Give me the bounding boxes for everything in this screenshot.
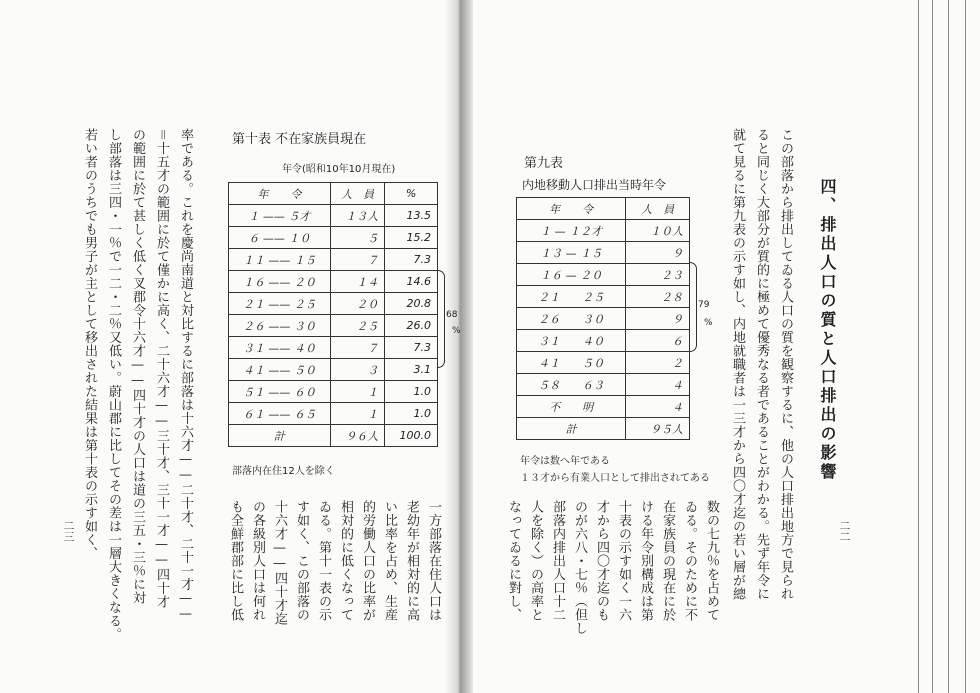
right-body-top-line-2: ると同じく大部分が質的に極めて優秀なる者であることがわかる。先ず年令に — [754, 128, 769, 601]
right-body-bottom-line-8: 部落内排出人口十二 — [550, 500, 565, 622]
table10-subtitle: 年令(昭和10年10月現在) — [282, 164, 396, 175]
left-body-bottom-line-1: 一方部落在住人口は — [426, 500, 441, 622]
table-cell: ９６人 — [330, 425, 384, 447]
table-header-cell: 年 令 — [229, 183, 331, 205]
table-cell: 計 — [229, 425, 331, 447]
table-cell: 7.3 — [385, 249, 438, 271]
table-cell: １６ — ２０ — [517, 264, 626, 286]
table-row — [229, 205, 438, 227]
left-body-bottom-line-7: す如く、この部落の — [294, 500, 309, 622]
table-cell: 不 明 — [517, 396, 626, 418]
table-cell: 100.0 — [385, 425, 438, 447]
table-header-cell: 年 令 — [517, 198, 626, 220]
table-header-row — [517, 198, 690, 220]
table-cell: １６ —— ２０ — [229, 271, 331, 293]
table-cell: １３ — １５ — [517, 242, 626, 264]
table-row — [229, 227, 438, 249]
left-body-top-line-4: ＝十五才の範囲に於て僅かに高く、二十六才——三十才、三十一才——四十才 — [154, 128, 169, 609]
left-body-top-line-1: 若い者のうちでも男子が主として移出された結果は第十表の示す如く、 — [82, 128, 97, 560]
section-heading: 四、排出人口の質と人口排出の影響 — [818, 178, 837, 482]
table-cell: ２６ ３０ — [517, 308, 626, 330]
right-body-bottom-line-2: ゐる。そのために不 — [682, 500, 697, 622]
table-cell: 1.0 — [385, 403, 438, 425]
table-row — [517, 330, 690, 352]
table-row — [229, 249, 438, 271]
table-row — [517, 242, 690, 264]
table-cell: ６１ —— ６５ — [229, 403, 331, 425]
table-row — [229, 315, 438, 337]
table-cell: ２５ — [330, 315, 384, 337]
table-cell: 7.3 — [385, 337, 438, 359]
table-cell: ４ — [626, 396, 690, 418]
table-row — [229, 359, 438, 381]
book-gutter — [445, 0, 473, 693]
table-cell: ２ — [626, 352, 690, 374]
left-body-bottom-line-5: 相対的に低くなって — [338, 500, 353, 622]
table-cell: １ — １２才 — [517, 220, 626, 242]
right-body-top-line-3: 就て見るに第九表の示す如し、内地就職者は一三才から四〇才迄の若い層が總 — [730, 128, 745, 601]
table9-note-2: １３才から有業人口として排出されてある — [520, 473, 710, 484]
table-cell: 13.5 — [385, 205, 438, 227]
page-edge — [910, 0, 972, 693]
left-body-top-line-2: し部落は三四・一％で一二・二％又低い。蔚山郡に比してその差は一層大きくなる。 — [106, 128, 121, 641]
table10 — [228, 182, 438, 447]
table-cell: １３人 — [330, 205, 384, 227]
right-body-bottom-line-7: のが六八・七％（但し — [572, 500, 587, 635]
table10-note: 部落内在住12人を除く — [232, 466, 335, 477]
table-cell: ４ — [626, 374, 690, 396]
table-cell: １ — [330, 381, 384, 403]
right-body-bottom-line-5: 十表の示す如く一六 — [616, 500, 631, 622]
left-body-bottom-line-2: 老幼年が相対的に高 — [404, 500, 419, 622]
table-cell: １１ —— １５ — [229, 249, 331, 271]
table-row — [517, 264, 690, 286]
table9-brace-percent: % — [704, 318, 713, 328]
table-cell: １ — [330, 403, 384, 425]
table-cell: 計 — [517, 418, 626, 440]
table10-brace — [438, 270, 445, 368]
table9-subtitle: 内地移動人口排出当時年令 — [522, 178, 667, 192]
table-cell: ６ — [626, 330, 690, 352]
table-header-cell: 人 員 — [626, 198, 690, 220]
table-row — [229, 381, 438, 403]
table9-brace-label: 79 — [698, 300, 710, 310]
table-cell: ２１ —— ２５ — [229, 293, 331, 315]
table9-brace — [690, 262, 697, 352]
table-cell: ２６ —— ３０ — [229, 315, 331, 337]
table-cell: ３１ —— ４０ — [229, 337, 331, 359]
left-body-bottom-line-10: も全鮮郡部に比し低 — [228, 500, 243, 622]
left-body-bottom-line-3: い比率を占め、生産 — [382, 500, 397, 622]
left-body-bottom-line-9: の各級別人口は何れ — [250, 500, 265, 622]
left-body-top-line-3: の範囲に於て甚しく低く叉郡令十六才——四十才の人口は道の三五・三％に対 — [130, 128, 145, 605]
table-cell: ５８ ６３ — [517, 374, 626, 396]
table-cell: ６ —— １０ — [229, 227, 331, 249]
table-cell: ５ — [330, 227, 384, 249]
page-number-right: 二二 — [838, 520, 851, 542]
table-row — [229, 293, 438, 315]
right-body-bottom-line-10: なってゐるに對し、 — [506, 500, 521, 622]
table9-title: 第九表 — [524, 156, 564, 171]
table9-note-1: 年令は数へ年である — [520, 456, 610, 467]
table-cell: ３１ ４０ — [517, 330, 626, 352]
table-cell: ７ — [330, 249, 384, 271]
left-body-bottom-line-6: ゐる。第十一表の示 — [316, 500, 331, 622]
table-row — [229, 337, 438, 359]
table-cell: 1.0 — [385, 381, 438, 403]
page-number-left: 二三 — [62, 520, 75, 542]
table-row — [229, 403, 438, 425]
table-cell: ９５人 — [626, 418, 690, 440]
table-cell: １４ — [330, 271, 384, 293]
table-cell: ４１ —— ５０ — [229, 359, 331, 381]
table-row — [229, 271, 438, 293]
table-row — [517, 396, 690, 418]
right-body-top-line-1: この部落から排出してゐる人口の質を観察するに、他の人口排出地方で見られ — [778, 128, 793, 601]
table-cell: ２１ ２５ — [517, 286, 626, 308]
table9 — [516, 197, 690, 440]
table-cell: ７ — [330, 337, 384, 359]
table-row — [517, 220, 690, 242]
table-cell: １ —— ５才 — [229, 205, 331, 227]
table10-title: 第十表 不在家族員現在 — [232, 132, 367, 147]
table10-brace-percent: % — [452, 326, 461, 336]
table-cell: 15.2 — [385, 227, 438, 249]
left-body-bottom-line-4: 的労働人口の比率が — [360, 500, 375, 622]
table-total-row — [517, 418, 690, 440]
table-cell: ９ — [626, 308, 690, 330]
right-body-bottom-line-9: 人を除く）の高率と — [528, 500, 543, 622]
table-cell: ２８ — [626, 286, 690, 308]
table-cell: １０人 — [626, 220, 690, 242]
table-cell: ３ — [330, 359, 384, 381]
right-body-bottom-line-4: ける年令別構成は第 — [638, 500, 653, 622]
right-body-bottom-line-3: 在家族員の現在に於 — [660, 500, 675, 622]
table10-brace-label: 68 — [446, 310, 458, 320]
table-total-row — [229, 425, 438, 447]
table-cell: ２３ — [626, 264, 690, 286]
right-body-bottom-line-6: 才から四〇才迄のも — [594, 500, 609, 622]
table-cell: 3.1 — [385, 359, 438, 381]
left-body-top-line-5: 率である。これを慶尚南道と対比するに部落は十六才——二十才、二十一才—— — [178, 128, 193, 622]
table-cell: 26.0 — [385, 315, 438, 337]
table-row — [517, 308, 690, 330]
table-cell: ２０ — [330, 293, 384, 315]
table-cell: ４１ ５０ — [517, 352, 626, 374]
right-body-bottom-line-1: 数の七九％を占めて — [704, 500, 719, 622]
table-cell: 14.6 — [385, 271, 438, 293]
table-row — [517, 374, 690, 396]
table-cell: ５１ —— ６０ — [229, 381, 331, 403]
table-row — [517, 352, 690, 374]
table-row — [517, 286, 690, 308]
table-cell: 20.8 — [385, 293, 438, 315]
table-cell: ９ — [626, 242, 690, 264]
table-header-cell: % — [385, 183, 438, 205]
left-body-bottom-line-8: 十六才——四十才迄 — [272, 500, 287, 626]
table-header-row — [229, 183, 438, 205]
table-header-cell: 人 員 — [330, 183, 384, 205]
